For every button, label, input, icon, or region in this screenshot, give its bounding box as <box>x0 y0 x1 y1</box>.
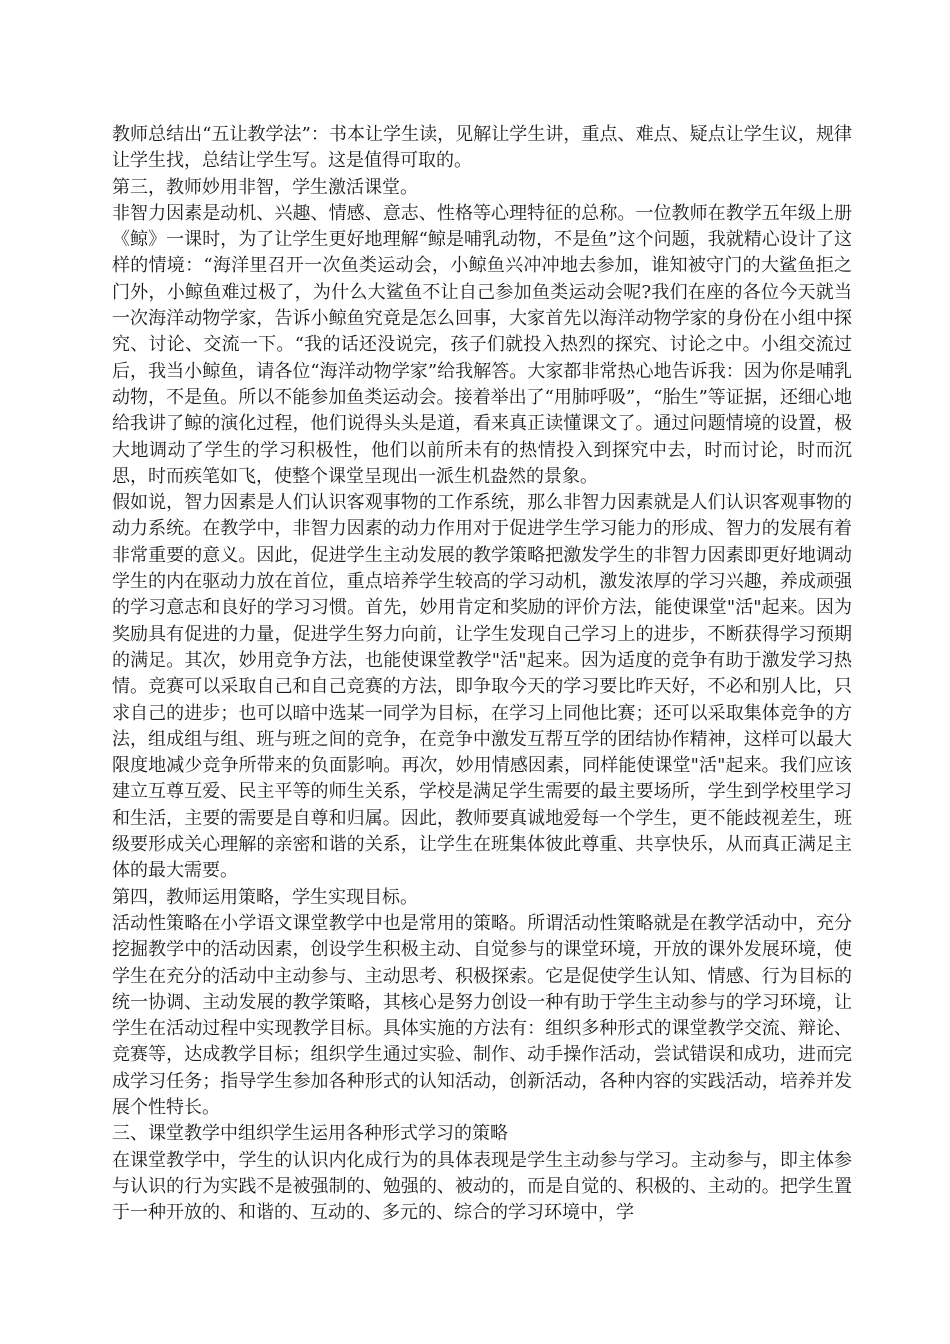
paragraph-activity-strategy: 活动性策略在小学语文课堂教学中也是常用的策略。所谓活动性策略就是在教学活动中，充分挖掘教学中的活动因素，创设学生积极主动、自觉参与的课堂环境，开放的课外发展环境，使学生在充分的活动中主动参与、主动思考、积极探索。它是促使学生认知、情感、行为目标的统一协调、主动发展的教学策略，其核心是努力创设一种有助于学生主动参与的学习环境，让学生在活动过程中实现教学目标。具体实施的方法有：组织多种形式的课堂教学交流、辩论、竞赛等，达成教学目标；组织学生通过实验、制作、动手操作活动，尝试错误和成功，进而完成学习任务；指导学生参加各种形式的认知活动，创新活动，各种内容的实践活动，培养并发展个性特长。 <box>112 912 852 1118</box>
paragraph-five-methods: 教师总结出“五让教学法”：书本让学生读，见解让学生讲，重点、难点、疑点让学生议，规律让学生找，总结让学生写。这是值得可取的。 <box>112 124 852 172</box>
paragraph-non-intelligence-factors: 假如说，智力因素是人们认识客观事物的工作系统，那么非智力因素就是人们认识客观事物的动力系统。在教学中，非智力因素的动力作用对于促进学生学习能力的形成、智力的发展有着非常重要的意义。因此，促进学生主动发展的教学策略把激发学生的非智力因素即更好地调动学生的内在驱动力放在首位，重点培养学生较高的学习动机，激发浓厚的学习兴趣，养成顽强的学习意志和良好的学习习惯。首先，妙用肯定和奖励的评价方法，能使课堂"活"起来。因为奖励具有促进的力量，促进学生努力向前，让学生发现自己学习上的进步，不断获得学习预期的满足。其次，妙用竞争方法，也能使课堂教学"活"起来。因为适度的竞争有助于激发学习热情。竞赛可以采取自己和自己竞赛的方法，即争取今天的学习要比昨天好，不必和别人比，只求自己的进步；也可以暗中选某一同学为目标，在学习上同他比赛；还可以采取集体竞争的方法，组成组与组、班与班之间的竞争，在竞争中激发互帮互学的团结协作精神，这样可以最大限度地减少竞争所带来的负面影响。再次，妙用情感因素，同样能使课堂"活"起来。我们应该建立互尊互爱、民主平等的师生关系，学校是满足学生需要的最主要场所，学生到学校里学习和生活，主要的需要是自尊和归属。因此，教师要真诚地爱每一个学生，更不能歧视差生，班级要形成关心理解的亲密和谐的关系，让学生在班集体彼此尊重、共享快乐，从而真正满足主体的最大需要。 <box>112 492 852 882</box>
paragraph-active-participation: 在课堂教学中，学生的认识内化成行为的具体表现是学生主动参与学习。主动参与，即主体参与认识的行为实践不是被强制的、勉强的、被动的，而是自觉的、积极的、主动的。把学生置于一种开放的、和谐的、互动的、多元的、综合的学习环境中，学 <box>112 1149 852 1224</box>
document-page <box>112 122 852 1226</box>
section-heading-part-three: 三、课堂教学中组织学生运用各种形式学习的策略 <box>112 1123 508 1145</box>
section-heading-fourth: 第四，教师运用策略，学生实现目标。 <box>112 886 418 908</box>
paragraph-whale-lesson: 非智力因素是动机、兴趣、情感、意志、性格等心理特征的总称。一位教师在教学五年级上册《鲸》一课时，为了让学生更好地理解“鲸是哺乳动物，不是鱼”这个问题，我就精心设计了这样的情境：“海洋里召开一次鱼类运动会，小鲸鱼兴冲冲地去参加，谁知被守门的大鲨鱼拒之门外，小鲸鱼难过极了，为什么大鲨鱼不让自己参加鱼类运动会呢?我们在座的各位今天就当一次海洋动物学家，告诉小鲸鱼究竟是怎么回事，大家首先以海洋动物学家的身份在小组中探究、讨论、交流一下。“我的话还没说完，孩子们就投入热烈的探究、讨论之中。小组交流过后，我当小鲸鱼，请各位“海洋动物学家”给我解答。大家都非常热心地告诉我：因为你是哺乳动物，不是鱼。所以不能参加鱼类运动会。接着举出了“用肺呼吸”，“胎生”等证据，还细心地给我讲了鲸的演化过程，他们说得头头是道，看来真正读懂课文了。通过问题情境的设置，极大地调动了学生的学习积极性，他们以前所未有的热情投入到探究中去，时而讨论，时而沉思，时而疾笔如飞，使整个课堂呈现出一派生机盎然的景象。 <box>112 202 852 487</box>
section-heading-third: 第三，教师妙用非智，学生激活课堂。 <box>112 176 418 198</box>
